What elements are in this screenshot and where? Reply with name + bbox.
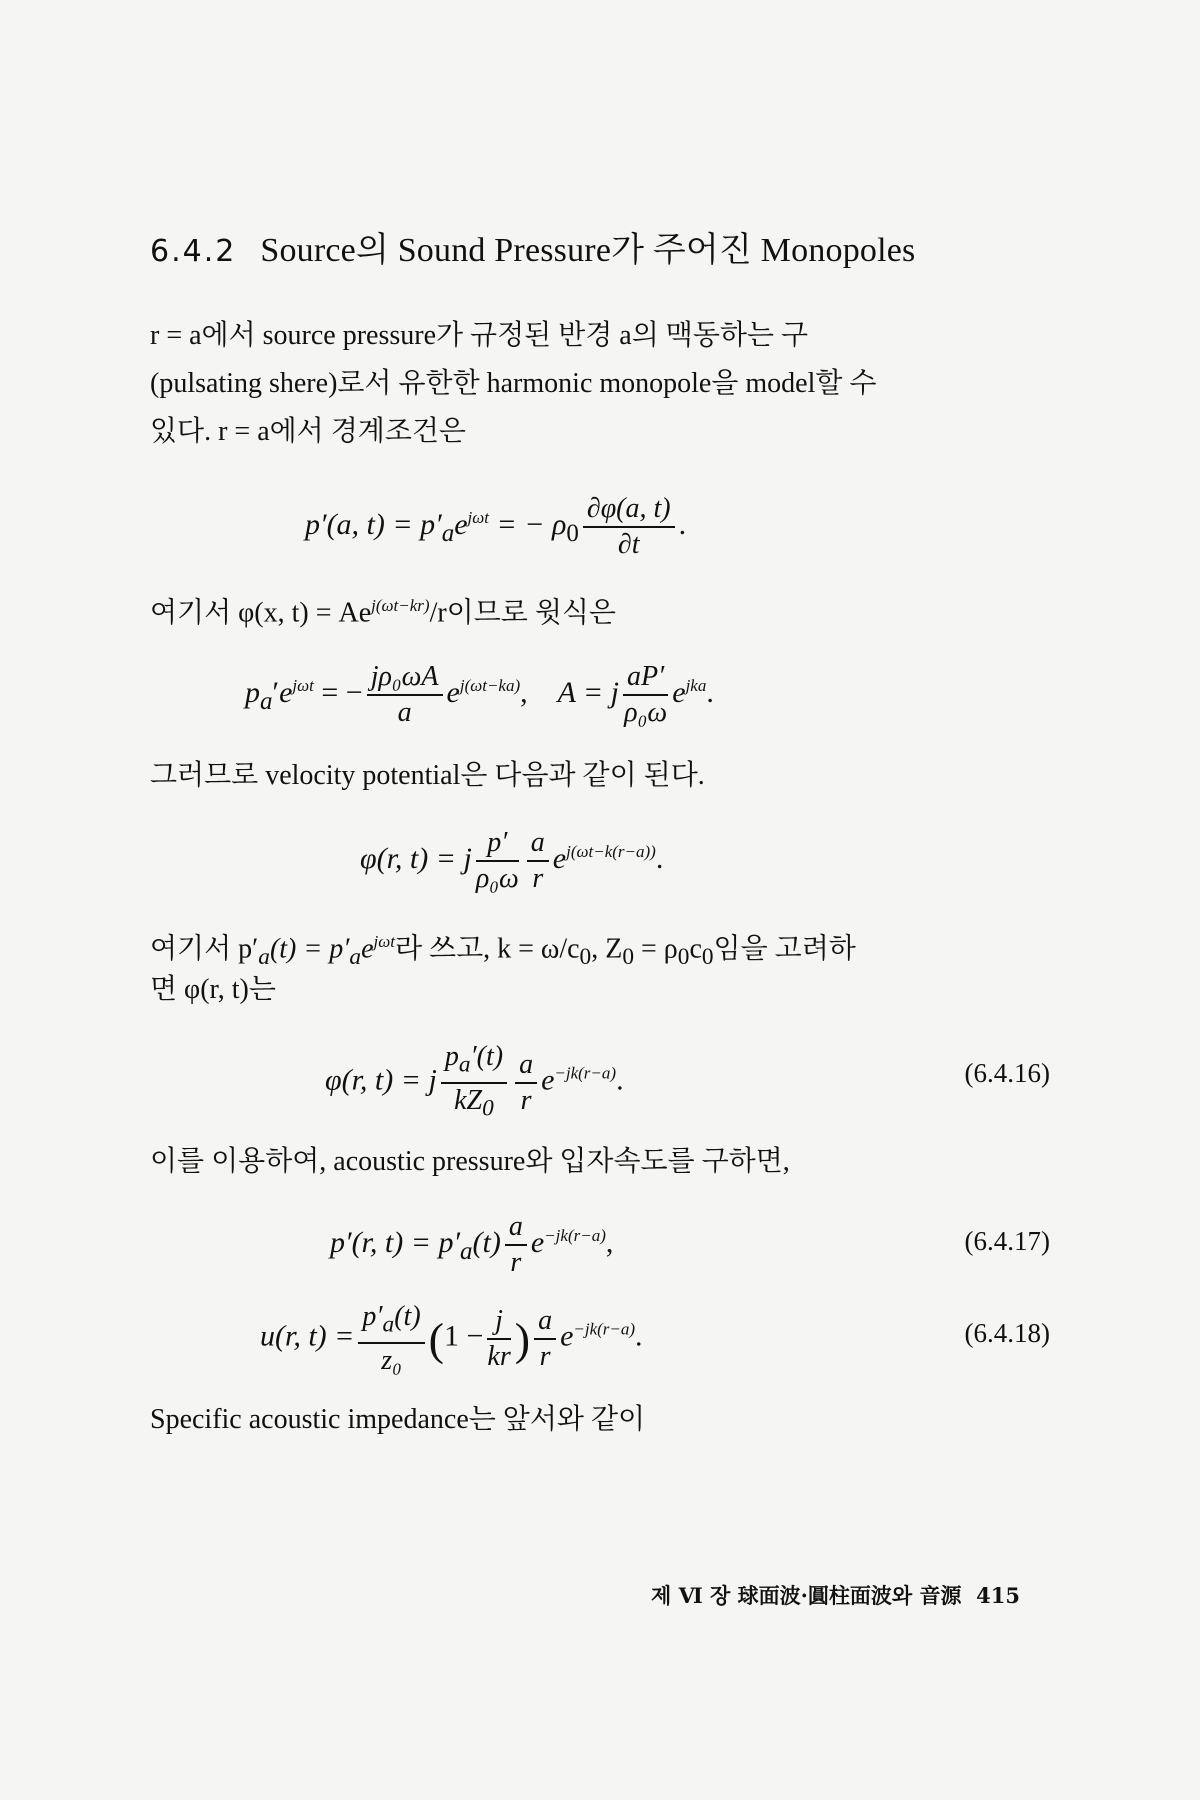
phi-lhs: φ(r, t) = j: [360, 841, 472, 875]
eq17-fraction: [505, 1210, 527, 1280]
pa-e: e: [279, 675, 293, 709]
phi-denominator-2: r: [532, 863, 544, 894]
where-pa-sub-a: a: [258, 943, 270, 970]
boundary-lhs: p′(a, t) = p′: [305, 507, 442, 541]
page-number: 415: [976, 1583, 1020, 1608]
boundary-period: .: [678, 507, 687, 541]
where-phi-tail: /r이므로 윗식은: [429, 597, 616, 629]
using-this-line: 이를 이용하여, acoustic pressure와 입자속도를 구하면,: [150, 1146, 790, 1177]
boundary-fraction: [583, 492, 675, 562]
where-pa-g: 임을 고려하: [713, 933, 856, 965]
eq16-num-tail: ′(t): [470, 1041, 504, 1072]
eq18-inner-fraction: [487, 1304, 510, 1374]
equation-6-4-18: [150, 1286, 1050, 1376]
eq17-mid: (t): [472, 1225, 501, 1259]
equation-number-16: (6.4.16): [964, 1058, 1050, 1088]
intro-line-1: r = a에서 source pressure가 규정된 반경 a의 맥동하는 구: [150, 320, 809, 351]
where-pa-line-2: 면 φ(r, t)는: [150, 974, 276, 1005]
eq18-ar-fraction: [534, 1304, 556, 1374]
boundary-mid: = − ρ: [488, 507, 567, 541]
equation-6-4-17: [150, 1200, 1050, 1280]
eq18-j: j: [487, 1304, 510, 1340]
eq17-comma: ,: [605, 1225, 614, 1259]
eq18-period: .: [635, 1319, 643, 1353]
eq18-denominator: z₀: [381, 1344, 402, 1376]
phi-period: .: [655, 841, 664, 875]
pa-exp: j(ωt−ka): [459, 675, 521, 695]
where-pa-rho0: 0: [677, 943, 690, 970]
pa-prime: ′: [272, 675, 280, 709]
therefore-line: 그러므로 velocity potential은 다음과 같이 된다.: [150, 760, 705, 791]
eq17-sub: a: [460, 1237, 473, 1265]
eq17-exp: −jk(r−a): [544, 1225, 606, 1245]
phi-denominator-1: ρ₀ω: [475, 863, 519, 894]
eq18-num-tail: (t): [394, 1301, 421, 1332]
A-period: .: [706, 675, 714, 709]
phi-numerator-2: a: [527, 826, 549, 862]
eq17-r: r: [510, 1247, 522, 1278]
pressure-amplitude-equation: [150, 646, 1050, 736]
eq18-e: e: [560, 1319, 574, 1353]
where-pa-sub-a2: a: [349, 943, 362, 970]
pa-comma: ,: [520, 675, 528, 709]
phi-fraction-1: [476, 826, 519, 896]
eq18-numerator: [358, 1300, 424, 1344]
A-numerator: aP′: [623, 660, 668, 696]
where-phi-exp: j(ωt−kr): [371, 596, 430, 615]
specific-impedance-line: Specific acoustic impedance는 앞서와 같이: [150, 1404, 646, 1435]
boundary-exp: jωt: [467, 507, 489, 527]
boundary-e: e: [454, 507, 468, 541]
A-denominator: ρ₀ω: [624, 697, 668, 728]
A-fraction: [623, 660, 668, 730]
equation-number-18: (6.4.18): [964, 1318, 1050, 1348]
eq18-num-p: p′: [362, 1301, 383, 1332]
eq16-a: a: [515, 1048, 537, 1084]
equation-6-4-16: [150, 1026, 1050, 1122]
where-pa-d: , Z: [591, 933, 623, 965]
velocity-potential-equation: [150, 812, 1050, 902]
eq16-fraction: [441, 1040, 507, 1125]
where-pa-a: 여기서 p′: [150, 933, 259, 965]
where-pa-c0: 0: [579, 943, 592, 970]
pa-eq: = −: [313, 675, 363, 709]
chapter-title: 제 Ⅵ 장 球面波·圓柱面波와 音源: [650, 1583, 962, 1608]
pa-fraction: [367, 660, 443, 730]
eq16-num-p: p: [444, 1041, 459, 1072]
equation-number-17: (6.4.17): [964, 1226, 1050, 1256]
eq16-num-sub: a: [458, 1051, 471, 1078]
intro-line-3: 있다. r = a에서 경계조건은: [150, 416, 466, 447]
pa-numerator: jρ₀ωA: [367, 660, 443, 696]
eq18-r: r: [539, 1340, 551, 1372]
eq16-lhs: φ(r, t) = j: [325, 1063, 437, 1097]
section-heading: [150, 222, 915, 271]
eq16-r: r: [520, 1084, 532, 1116]
boundary-equation: [150, 482, 1050, 562]
eq18-a: a: [534, 1304, 556, 1340]
pa-lhs-exp: jωt: [292, 675, 314, 695]
where-pa-b: (t) = p′: [269, 933, 350, 965]
where-phi-line: [150, 582, 1050, 637]
pa-e2: e: [446, 675, 460, 709]
eq16-den-sub: 0: [482, 1095, 494, 1122]
phi-numerator-1: p′: [476, 826, 519, 862]
where-phi-text: 여기서 φ(x, t) = Ae: [150, 597, 372, 629]
where-pa-e2: = ρ: [634, 933, 678, 965]
eq16-denominator: [441, 1084, 507, 1126]
A-e: e: [672, 675, 686, 709]
eq18-fraction: [358, 1300, 424, 1378]
boundary-numerator: ∂φ(a, t): [583, 492, 675, 528]
eq16-numerator: [441, 1040, 507, 1084]
where-pa-z0: 0: [622, 943, 634, 970]
A-exp: jka: [685, 675, 707, 695]
boundary-denominator: ∂t: [617, 529, 640, 560]
A-lhs: A = j: [557, 675, 620, 709]
boundary-sub: a: [441, 519, 455, 547]
eq17-lhs: p′(r, t) = p′: [330, 1225, 461, 1259]
eq17-e: e: [530, 1225, 545, 1259]
eq16-den-kz: kZ: [454, 1084, 483, 1116]
phi-e: e: [552, 841, 567, 875]
page-footer: [560, 1580, 1020, 1610]
eq16-period: .: [616, 1063, 624, 1097]
pa-lhs: p: [245, 675, 260, 709]
eq18-exp: −jk(r−a): [573, 1319, 636, 1339]
eq18-rparen: ): [514, 1313, 531, 1365]
where-pa-exp: jωt: [373, 932, 395, 951]
where-pa-f: c: [689, 933, 702, 965]
eq17-a: a: [505, 1210, 527, 1246]
boundary-rho-sub: 0: [566, 519, 579, 547]
where-pa-c0b: 0: [701, 943, 714, 970]
eq16-fraction-2: [515, 1048, 537, 1118]
eq18-lparen: (: [428, 1313, 444, 1365]
eq18-lhs: u(r, t) =: [260, 1319, 355, 1353]
pa-denominator: a: [397, 697, 412, 728]
where-pa-c: 라 쓰고, k = ω/c: [394, 933, 580, 965]
section-title: Source의 Sound Pressure가 주어진 Monopoles: [260, 232, 916, 269]
section-number: 6.4.2: [150, 234, 237, 269]
eq18-one-minus: 1 −: [443, 1319, 484, 1353]
where-pa-e: e: [361, 933, 374, 965]
phi-exp: j(ωt−k(r−a)): [566, 841, 656, 861]
pa-lhs-sub: a: [260, 687, 273, 715]
intro-line-2: (pulsating shere)로서 유한한 harmonic monopole을 model할 수: [150, 368, 877, 399]
eq16-e: e: [541, 1063, 555, 1097]
eq18-num-sub: a: [382, 1311, 395, 1338]
phi-fraction-2: [527, 826, 549, 896]
eq16-exp: −jk(r−a): [554, 1063, 617, 1083]
eq18-kr: kr: [487, 1340, 511, 1372]
